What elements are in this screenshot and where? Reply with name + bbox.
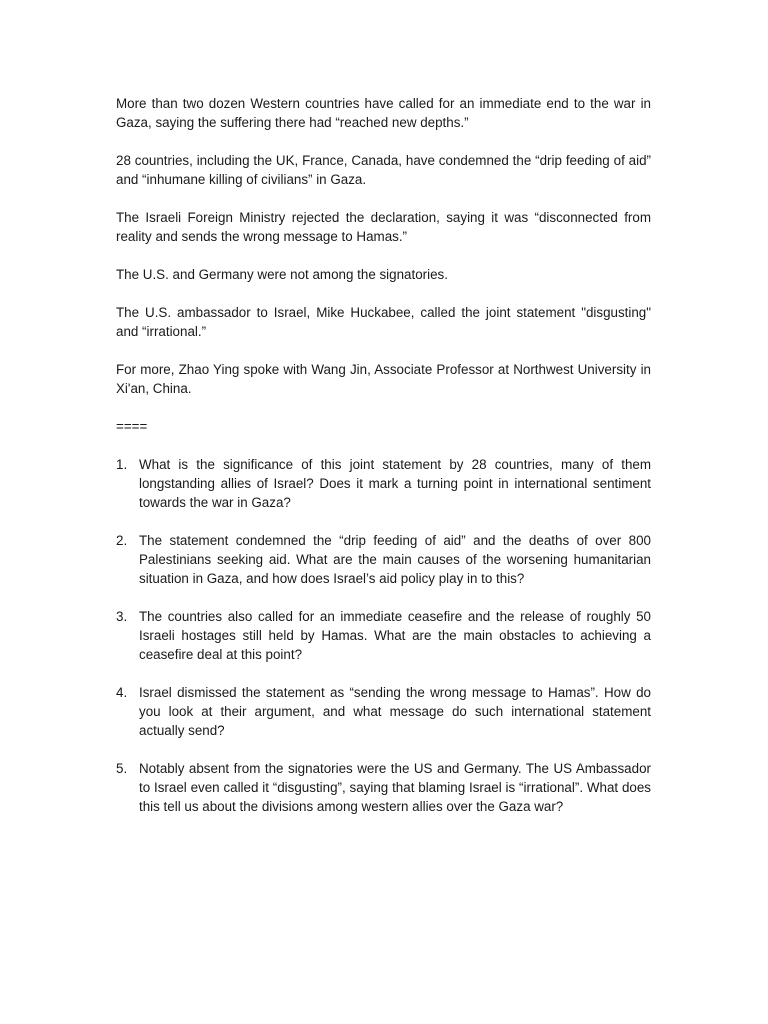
question-item: [116, 683, 651, 740]
question-list: [116, 455, 651, 816]
paragraph-us-ambassador: The U.S. ambassador to Israel, Mike Huckabee, called the joint statement "disgusting" and “irrational.”: [116, 305, 651, 339]
question-text: Notably absent from the signatories were the US and Germany. The US Ambassador to Israel even called it “disgusting”, saying that blaming Israel is “irrational”. What does this tell us about the divisions among western allies over the Gaza war?: [139, 761, 651, 814]
question-text: What is the significance of this joint statement by 28 countries, many of them longstanding allies of Israel? Does it mark a turning point in international sentiment towards the war in Gaza?: [139, 457, 651, 510]
question-item: [116, 759, 651, 816]
paragraph-intro: More than two dozen Western countries have called for an immediate end to the war in Gaza, saying the suffering there had “reached new depths.”: [116, 96, 651, 130]
paragraph-israeli-response: The Israeli Foreign Ministry rejected the declaration, saying it was “disconnected from reality and sends the wrong message to Hamas.”: [116, 210, 651, 244]
question-item: [116, 531, 651, 588]
question-item: [116, 607, 651, 664]
paragraph-countries: 28 countries, including the UK, France, Canada, have condemned the “drip feeding of aid” and “inhumane killing of civilians” in Gaza.: [116, 153, 651, 187]
question-number: 1.: [116, 457, 128, 472]
question-text: The countries also called for an immediate ceasefire and the release of roughly 50 Israeli hostages still held by Hamas. What are the main obstacles to achieving a ceasefire deal at this point?: [139, 609, 651, 662]
question-number: 3.: [116, 609, 128, 624]
paragraph-non-signatories: The U.S. and Germany were not among the signatories.: [116, 267, 448, 282]
paragraph-guest-intro: For more, Zhao Ying spoke with Wang Jin, Associate Professor at Northwest University in Xi'an, China.: [116, 362, 651, 396]
section-separator: ====: [116, 419, 148, 434]
question-number: 5.: [116, 761, 128, 776]
question-number: 4.: [116, 685, 128, 700]
document-body: [116, 94, 651, 835]
question-text: Israel dismissed the statement as “sending the wrong message to Hamas”. How do you look at their argument, and what message do such international statement actually send?: [139, 685, 651, 738]
question-number: 2.: [116, 533, 128, 548]
question-text: The statement condemned the “drip feeding of aid” and the deaths of over 800 Palestinians seeking aid. What are the main causes of the worsening humanitarian situation in Gaza, and how does Israel’s aid policy play in to this?: [139, 533, 651, 586]
question-item: [116, 455, 651, 512]
